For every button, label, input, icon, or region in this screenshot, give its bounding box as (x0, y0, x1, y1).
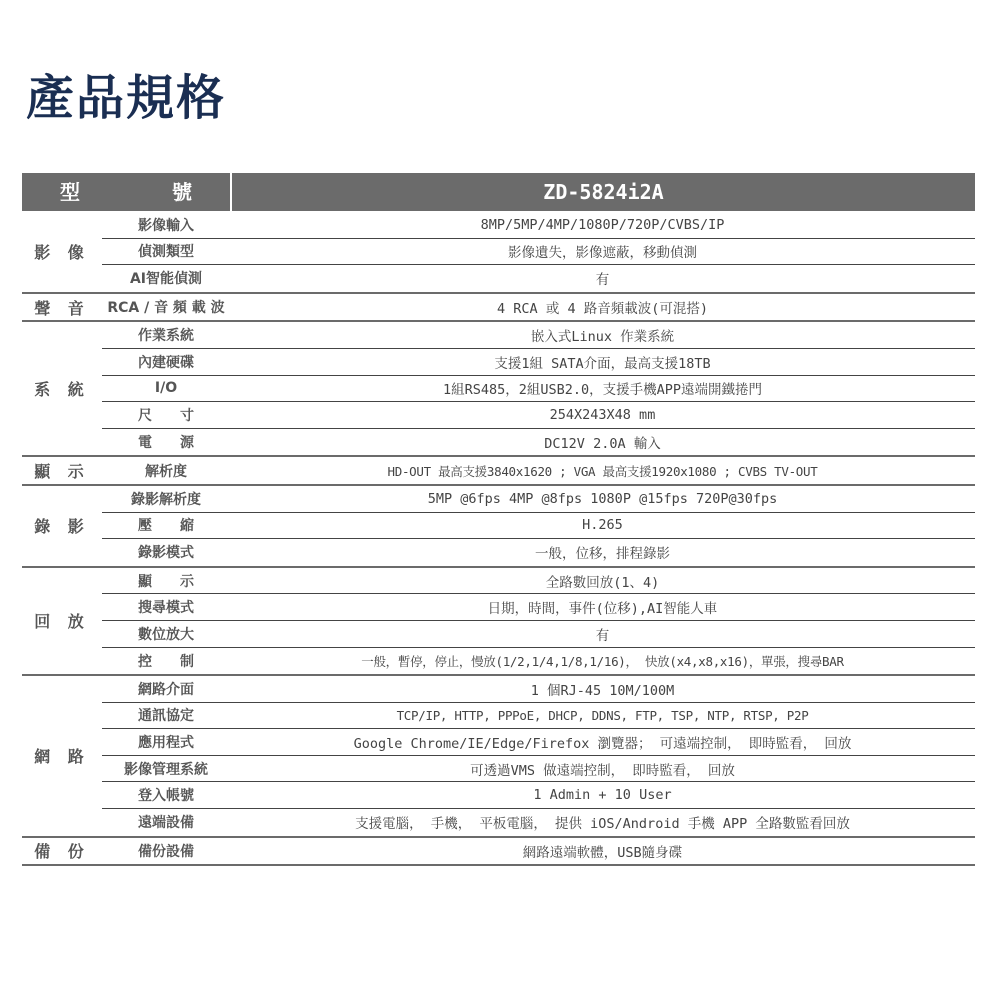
spec-group-label: 錄 影 (34, 517, 90, 537)
spec-row-label: 壓 縮 (138, 518, 194, 535)
spec-row-value: 一般，位移，排程錄影 (535, 546, 670, 563)
spec-row-value: 影像遺失，影像遮蔽，移動偵測 (508, 245, 697, 262)
spec-row-value: 254X243X48 mm (549, 406, 656, 423)
spec-row-value: TCP/IP, HTTP, PPPoE, DHCP, DDNS, FTP, TSP, NTP, RTSP, P2P (396, 707, 809, 723)
spec-row-label: 偵測類型 (138, 244, 194, 261)
spec-row (102, 594, 975, 621)
spec-row-label: 作業系統 (138, 328, 194, 345)
spec-row (102, 486, 975, 513)
spec-group (22, 486, 975, 568)
spec-row (102, 376, 975, 403)
spec-row-value: H.265 (582, 517, 623, 534)
spec-row-value: 1 Admin + 10 User (533, 787, 672, 804)
spec-row-value: 可透過VMS 做遠端控制， 即時監看， 回放 (470, 762, 735, 779)
spec-row-label: 解析度 (145, 463, 187, 480)
spec-row-label: 錄影模式 (138, 545, 194, 562)
spec-row (102, 703, 975, 730)
spec-row-label: AI智能偵測 (129, 271, 203, 288)
model-label: 型 號 (60, 180, 228, 204)
spec-row (102, 429, 975, 456)
spec-row-label: 顯 示 (138, 573, 194, 590)
spec-group (22, 457, 975, 486)
spec-row-label: 影像管理系統 (124, 761, 208, 778)
spec-table-body (22, 212, 975, 866)
spec-row-value: 有 (595, 272, 610, 289)
spec-row (102, 756, 975, 783)
spec-row-label: 遠端設備 (138, 815, 194, 832)
spec-row-value: 1 個RJ-45 10M/100M (530, 682, 675, 699)
spec-group-label: 網 路 (34, 747, 90, 767)
spec-row-label: 錄影解析度 (131, 491, 201, 508)
spec-row-label: 登入帳號 (138, 788, 194, 805)
spec-row-value: 日期，時間，事件(位移),AI智能人車 (487, 601, 718, 618)
spec-row-label: 內建硬碟 (138, 354, 194, 371)
spec-row (102, 457, 975, 484)
spec-row (102, 621, 975, 648)
spec-group (22, 568, 975, 676)
spec-group (22, 322, 975, 457)
spec-group-label: 聲 音 (34, 298, 90, 318)
spec-row (102, 539, 975, 566)
spec-group (22, 212, 975, 294)
page-title: 產品規格 (26, 70, 227, 126)
spec-row-label: 應用程式 (138, 735, 194, 752)
spec-row-value: 嵌入式Linux 作業系統 (530, 329, 675, 346)
spec-group-label: 備 份 (34, 842, 90, 862)
spec-row-label: 通訊協定 (138, 708, 194, 725)
spec-row-value: 有 (595, 627, 610, 644)
spec-row-label: 尺 寸 (138, 407, 194, 424)
spec-row (102, 349, 975, 376)
spec-row (102, 513, 975, 540)
spec-row-label: 影像輸入 (138, 217, 194, 234)
model-number: ZD-5824i2A (543, 180, 664, 204)
spec-row-value: 網路遠端軟體，USB隨身碟 (522, 844, 683, 861)
spec-row-value: DC12V 2.0A 輸入 (544, 436, 661, 453)
spec-row (102, 322, 975, 349)
spec-row (102, 782, 975, 809)
spec-row-value: 全路數回放(1、4) (545, 574, 660, 591)
spec-group (22, 294, 975, 323)
spec-row-value: 支援1組 SATA介面，最高支援18TB (494, 355, 711, 372)
spec-row (102, 729, 975, 756)
spec-row-label: 搜尋模式 (138, 600, 194, 617)
spec-row (102, 676, 975, 703)
spec-row-label: RCA / 音 頻 載 波 (107, 300, 225, 317)
spec-table-header (22, 173, 975, 211)
spec-row-label: 數位放大 (138, 626, 194, 643)
spec-row-label: 備份設備 (138, 843, 194, 860)
spec-row (102, 402, 975, 429)
spec-group-label: 影 像 (34, 243, 90, 263)
spec-group (22, 676, 975, 838)
spec-row (102, 212, 975, 239)
spec-row (102, 265, 975, 292)
spec-row (102, 568, 975, 595)
spec-row-value: 支援電腦， 手機， 平板電腦， 提供 iOS/Android 手機 APP 全路數監看回放 (355, 816, 850, 833)
spec-row (102, 648, 975, 675)
spec-row (102, 838, 975, 865)
spec-row-value: 8MP/5MP/4MP/1080P/720P/CVBS/IP (480, 216, 725, 233)
spec-group-label: 顯 示 (34, 462, 90, 482)
spec-row-label: I/O (154, 380, 178, 397)
spec-row (102, 809, 975, 836)
spec-group-label: 回 放 (34, 612, 90, 632)
spec-row-label: 網路介面 (138, 681, 194, 698)
spec-group (22, 838, 975, 867)
spec-row-value: 1組RS485，2組USB2.0，支援手機APP遠端開鐵捲門 (442, 382, 763, 399)
spec-row-label: 控 制 (138, 653, 194, 670)
spec-row-value: 一般，暫停，停止，慢放(1/2,1/4,1/8,1/16)， 快放(x4,x8,x16)，單張，搜尋BAR (361, 653, 844, 669)
spec-row (102, 294, 975, 321)
spec-row-label: 電 源 (138, 435, 194, 452)
spec-row-value: HD-OUT 最高支援3840x1620 ; VGA 最高支援1920x1080 ; CVBS TV-OUT (387, 463, 818, 479)
spec-row-value: 4 RCA 或 4 路音頻載波(可混搭) (497, 301, 708, 318)
spec-row-value: Google Chrome/IE/Edge/Firefox 瀏覽器； 可遠端控制， 即時監看， 回放 (353, 736, 852, 753)
spec-row-value: 5MP @6fps 4MP @8fps 1080P @15fps 720P@30fps (427, 490, 778, 507)
spec-group-label: 系 統 (34, 380, 90, 400)
spec-row (102, 239, 975, 266)
